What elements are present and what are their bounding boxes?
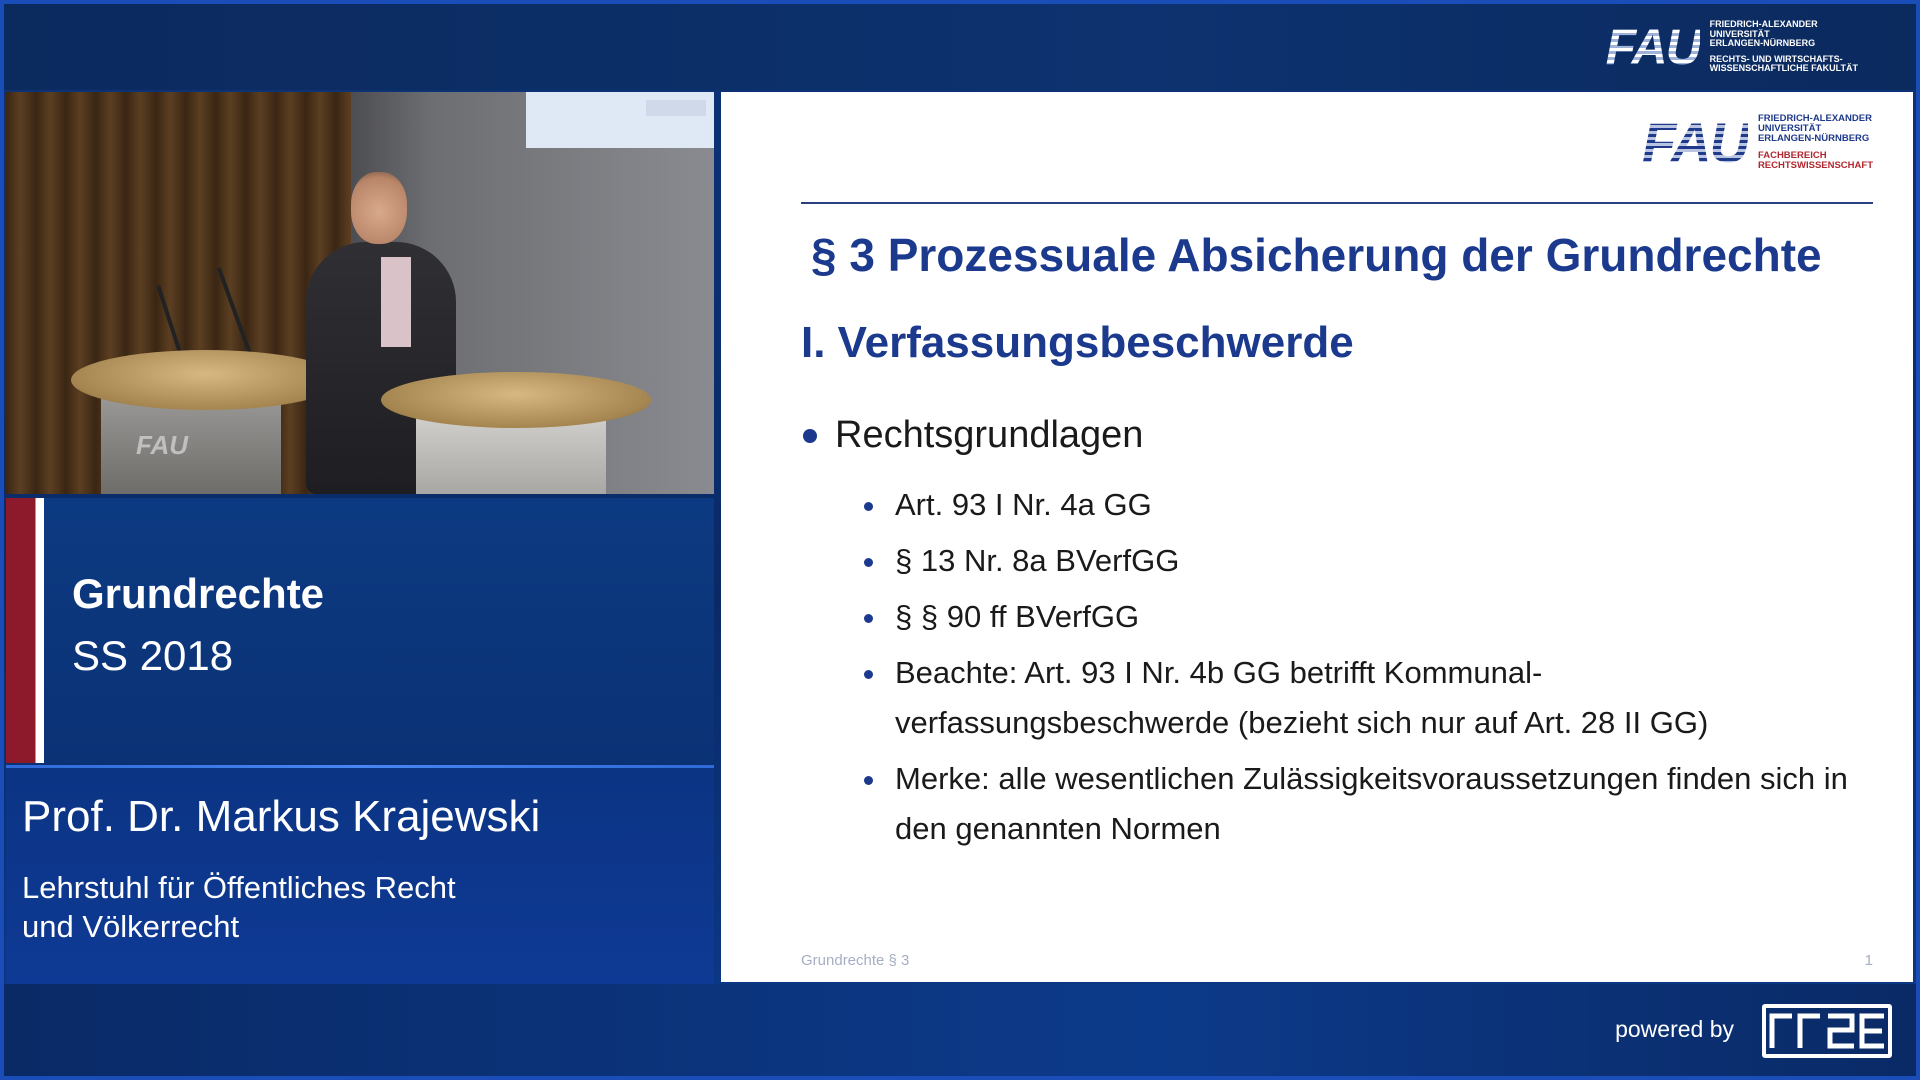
logo-sub-line: FACHBEREICH (1757, 150, 1827, 162)
podium-right (381, 372, 651, 428)
sub-bullet-text: Art. 93 I Nr. 4a GG (895, 487, 1152, 522)
lecturer-head (351, 172, 407, 244)
podium-logo: FAU (136, 430, 188, 460)
powered-by-label: powered by (1615, 1016, 1734, 1042)
course-term: SS 2018 (72, 632, 234, 679)
sub-bullet-text: § § 90 ff BVerfGG (895, 599, 1140, 634)
sub-bullet-item (864, 480, 1874, 530)
bullet-dot-icon (803, 429, 817, 443)
fau-logo-header (1606, 18, 1858, 76)
slide-title-rule (801, 202, 1873, 204)
course-info-panel (6, 498, 714, 763)
fau-wordmark: FAU (1605, 19, 1700, 75)
slide-page-number: 1 (1864, 952, 1873, 969)
podium-left (71, 350, 341, 410)
rrze-logo-glyph (1766, 1008, 1888, 1054)
fau-wordmark: FAU (1641, 111, 1748, 174)
presentation-slide[interactable] (721, 92, 1913, 982)
logo-line: FRIEDRICH-ALEXANDER (1757, 112, 1872, 124)
rrze-logo-icon[interactable] (1762, 1004, 1892, 1058)
bullet-dot-icon (864, 614, 873, 623)
lecturer-chair (22, 868, 582, 946)
chair-line: Lehrstuhl für Öffentliches Recht (22, 870, 456, 905)
header-bar (4, 4, 1916, 90)
chair-line: und Völkerrecht (22, 909, 240, 944)
slide-footer: Grundrechte § 3 (801, 952, 910, 969)
logo-line: FRIEDRICH-ALEXANDER (1709, 19, 1818, 30)
fau-logo-text (1758, 114, 1873, 172)
fau-logo-text (1710, 20, 1858, 73)
lecturer-info-panel (6, 768, 714, 984)
projection-screen (526, 92, 714, 148)
accent-stripe (6, 498, 44, 763)
sub-bullet-text: § 13 Nr. 8a BVerfGG (895, 543, 1180, 578)
sub-bullet-item (864, 754, 1874, 854)
logo-faculty-line: WISSENSCHAFTLICHE FAKULTÄT (1709, 63, 1858, 74)
course-title: Grundrechte (72, 570, 325, 617)
fau-logo-slide (1642, 110, 1873, 175)
bullet-dot-icon (864, 558, 873, 567)
bullet-item (803, 414, 1143, 457)
bullet-dot-icon (864, 776, 873, 785)
logo-line: ERLANGEN-NÜRNBERG (1709, 38, 1816, 49)
lecturer-name: Prof. Dr. Markus Krajewski (22, 792, 541, 841)
slide-heading: I. Verfassungsbeschwerde (801, 318, 1354, 367)
sub-bullet-text: Merke: alle wesentlichen Zulässigkeitsvoraussetzungen finden sich in den genannten Normen (895, 761, 1848, 846)
sub-bullet-text: Beachte: Art. 93 I Nr. 4b GG betrifft Kommunal-verfassungsbeschwerde (bezieht sich nur auf Art. 28 II GG) (895, 655, 1709, 740)
logo-line: ERLANGEN-NÜRNBERG (1757, 132, 1870, 144)
lecturer-shirt (381, 257, 411, 347)
bullet-text: Rechtsgrundlagen (835, 414, 1144, 456)
sub-bullet-item (864, 536, 1874, 586)
lecture-video[interactable] (6, 92, 714, 494)
slide-title: § 3 Prozessuale Absicherung der Grundrechte (811, 229, 1822, 281)
logo-sub-line: RECHTSWISSENSCHAFT (1757, 160, 1873, 172)
sub-bullet-item (864, 648, 1874, 748)
sub-bullet-list (864, 480, 1874, 860)
bullet-dot-icon (864, 502, 873, 511)
sub-bullet-item (864, 592, 1874, 642)
logo-faculty-line: RECHTS- UND WIRTSCHAFTS- (1709, 53, 1843, 64)
logo-line: UNIVERSITÄT (1709, 28, 1770, 39)
bullet-dot-icon (864, 670, 873, 679)
logo-line: UNIVERSITÄT (1757, 122, 1822, 134)
